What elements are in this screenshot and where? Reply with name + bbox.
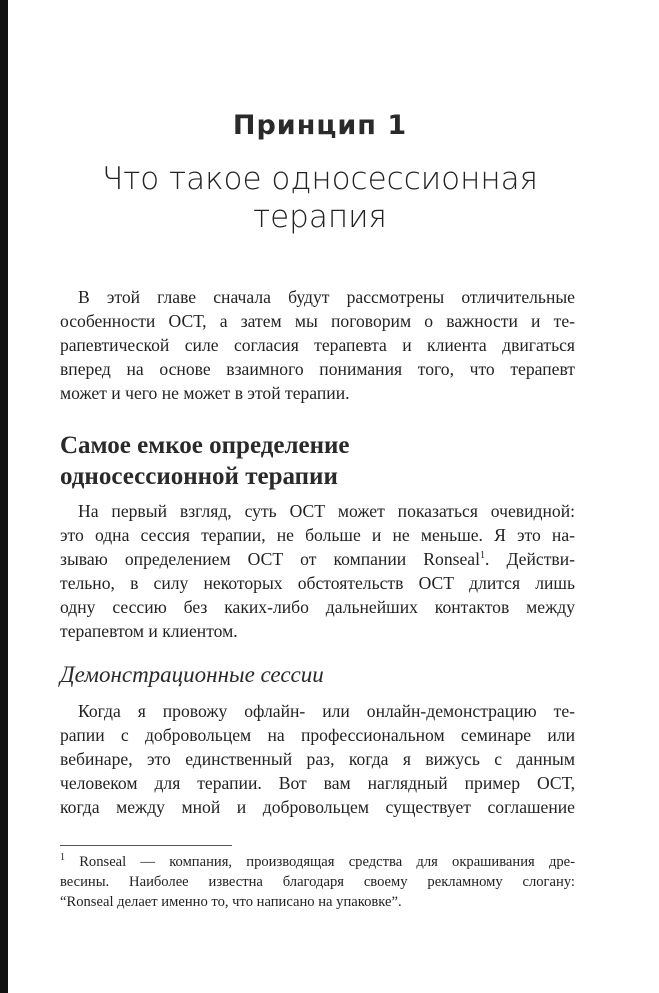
- text-fragment: зываю определением ОСТ от компании Ronseal: [60, 549, 480, 569]
- text-line: тельно, в силу некоторых обстоятельств ОСТ длится лишь: [60, 573, 575, 593]
- chapter-title: [60, 160, 580, 236]
- text-line-with-footnote: [60, 547, 575, 571]
- section-heading-line: Самое емкое определение: [60, 432, 350, 459]
- chapter-title-line: терапия: [253, 199, 387, 235]
- footnote-line: “Ronseal делает именно то, что написано на упаковке”.: [60, 894, 402, 910]
- text-line: Когда я провожу офлайн- или онлайн-демонстрацию те-: [78, 701, 575, 721]
- intro-paragraph: [60, 285, 575, 405]
- footnote-marker: 1: [479, 550, 485, 562]
- text-line: человеком для терапии. Вот вам наглядный пример ОСТ,: [60, 773, 575, 793]
- footnote: [60, 852, 575, 912]
- footnote-line: весины. Наиболее известна благодаря своему рекламному слогану:: [60, 874, 575, 890]
- section-paragraph: [60, 499, 575, 643]
- text-line: это одна сессия терапии, не больше и не меньше. Я это на-: [60, 525, 575, 545]
- footnote-line: [60, 852, 575, 872]
- page-edge-shadow: [0, 0, 8, 993]
- text-line: рапии с добровольцем на профессиональном семинаре или: [60, 725, 575, 745]
- text-fragment: . Действи-: [484, 549, 575, 569]
- text-line: В этой главе сначала будут рассмотрены отличительные: [78, 287, 575, 307]
- text-line: вперед на основе взаимного понимания того, что терапевт: [60, 359, 575, 379]
- text-line: рапевтической силе согласия терапевта и клиента двигаться: [60, 335, 575, 355]
- text-line: может и чего не может в этой терапии.: [60, 383, 350, 403]
- chapter-title-line: Что такое односессионная: [101, 161, 539, 197]
- section-heading: [60, 430, 350, 492]
- subsection-heading: Демонстрационные сессии: [60, 662, 324, 687]
- text-line: когда между мной и добровольцем существует соглашение: [60, 797, 575, 817]
- text-line: особенности ОСТ, а затем мы поговорим о важности и те-: [60, 311, 575, 331]
- text-line: На первый взгляд, суть ОСТ может показаться очевидной:: [78, 501, 575, 521]
- subsection-paragraph: [60, 699, 575, 819]
- footnote-marker: 1: [60, 852, 65, 864]
- text-line: терапевтом и клиентом.: [60, 621, 238, 641]
- chapter-label: Принцип 1: [232, 110, 408, 141]
- section-heading-line: односессионной терапии: [60, 463, 338, 490]
- text-line: одну сессию без каких-либо дальнейших контактов между: [60, 597, 575, 617]
- text-line: вебинаре, это единственный раз, когда я вижусь с данным: [60, 749, 575, 769]
- text-fragment: Ronseal — компания, производящая средства для окрашивания дре-: [65, 854, 575, 870]
- footnote-divider: [60, 845, 232, 846]
